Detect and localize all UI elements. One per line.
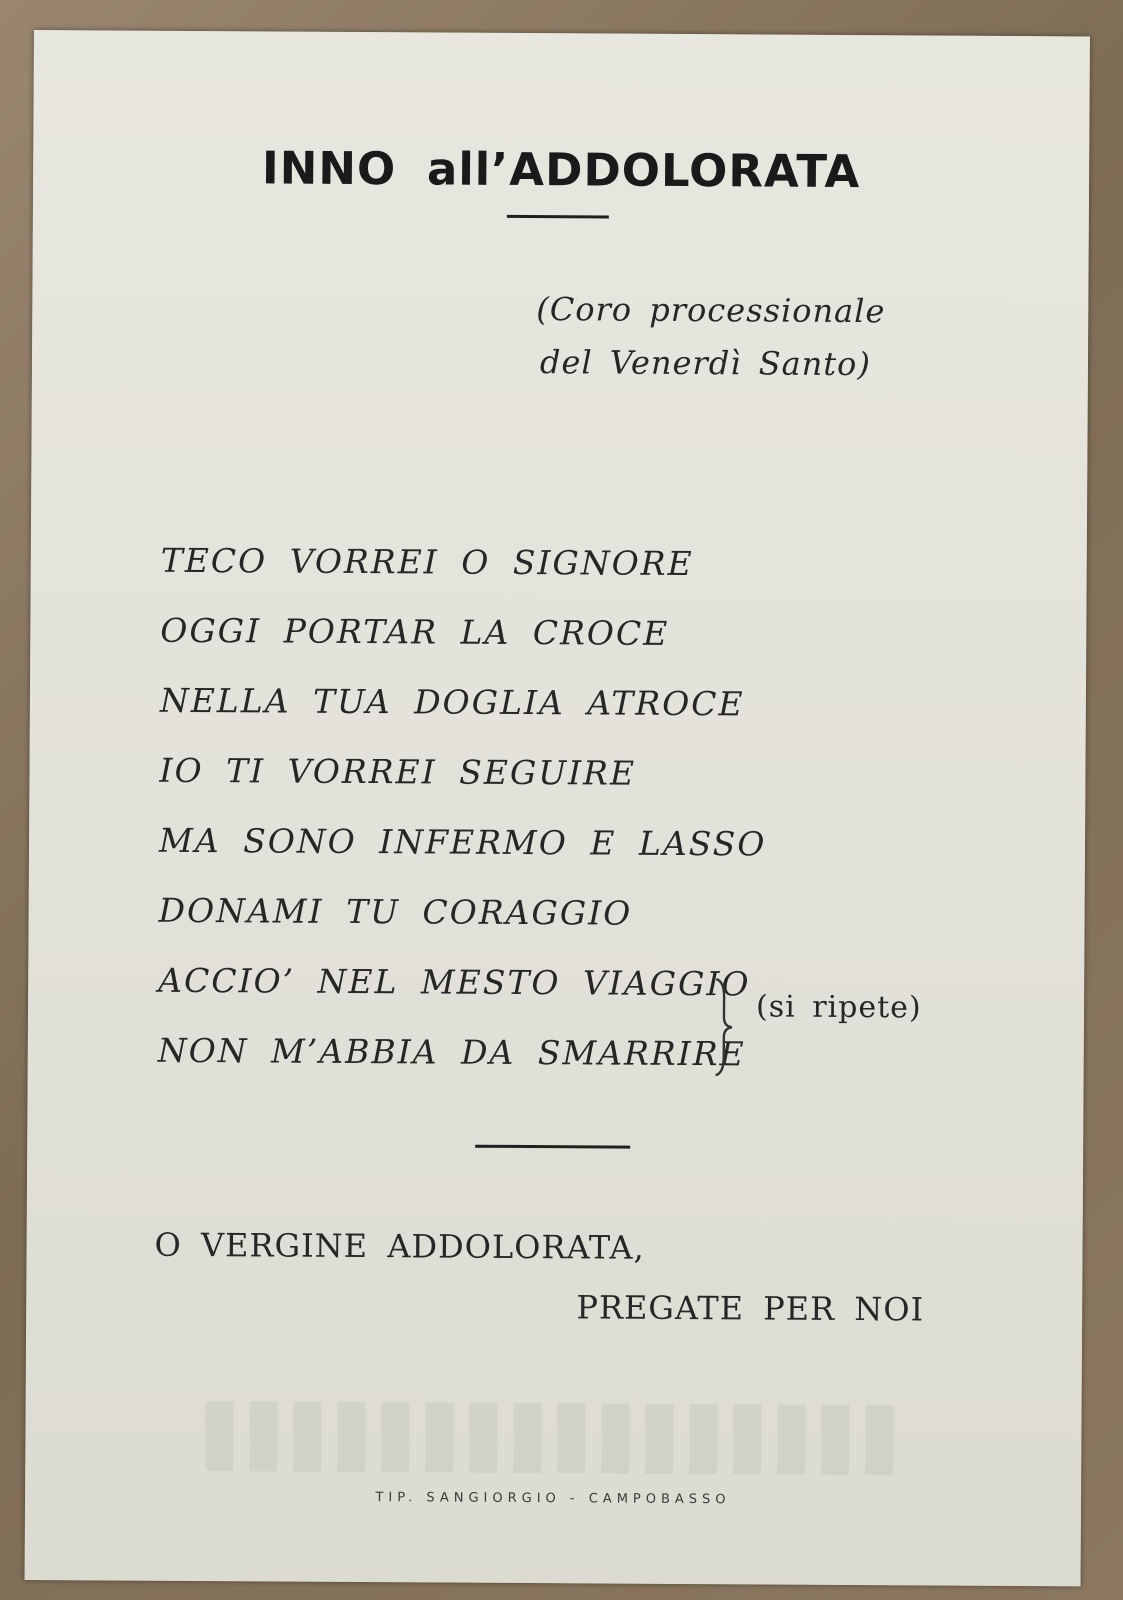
repeat-note: (si ripete) [755,989,922,1026]
subtitle-line-1: (Coro processionale [536,290,886,331]
verse-line: OGGI PORTAR LA CROCE [160,610,670,653]
invocation-line: O VERGINE ADDOLORATA, [154,1225,645,1267]
show-through-print [205,1401,905,1475]
verse-line: NON M’ABBIA DA SMARRIRE [157,1030,746,1074]
leaflet-page [25,30,1090,1586]
verse-line: TECO VORREI O SIGNORE [160,540,694,584]
verse-line: MA SONO INFERMO E LASSO [158,820,767,864]
subtitle [536,283,886,391]
section-divider [475,1145,630,1149]
verse-line: DONAMI TU CORAGGIO [158,890,633,933]
hymn-title: INNO all’ADDOLORATA [261,141,861,199]
verse-line: IO TI VORREI SEGUIRE [159,750,637,793]
verse-line: ACCIO’ NEL MESTO VIAGGIO [158,960,751,1004]
curly-brace-icon [712,977,735,1077]
response-line: PREGATE PER NOI [576,1288,925,1329]
verse-line: NELLA TUA DOGLIA ATROCE [159,680,745,724]
printer-imprint: TIP. SANGIORGIO - CAMPOBASSO [375,1490,731,1508]
subtitle-line-2: del Venerdì Santo) [539,343,871,384]
title-divider [507,215,609,219]
